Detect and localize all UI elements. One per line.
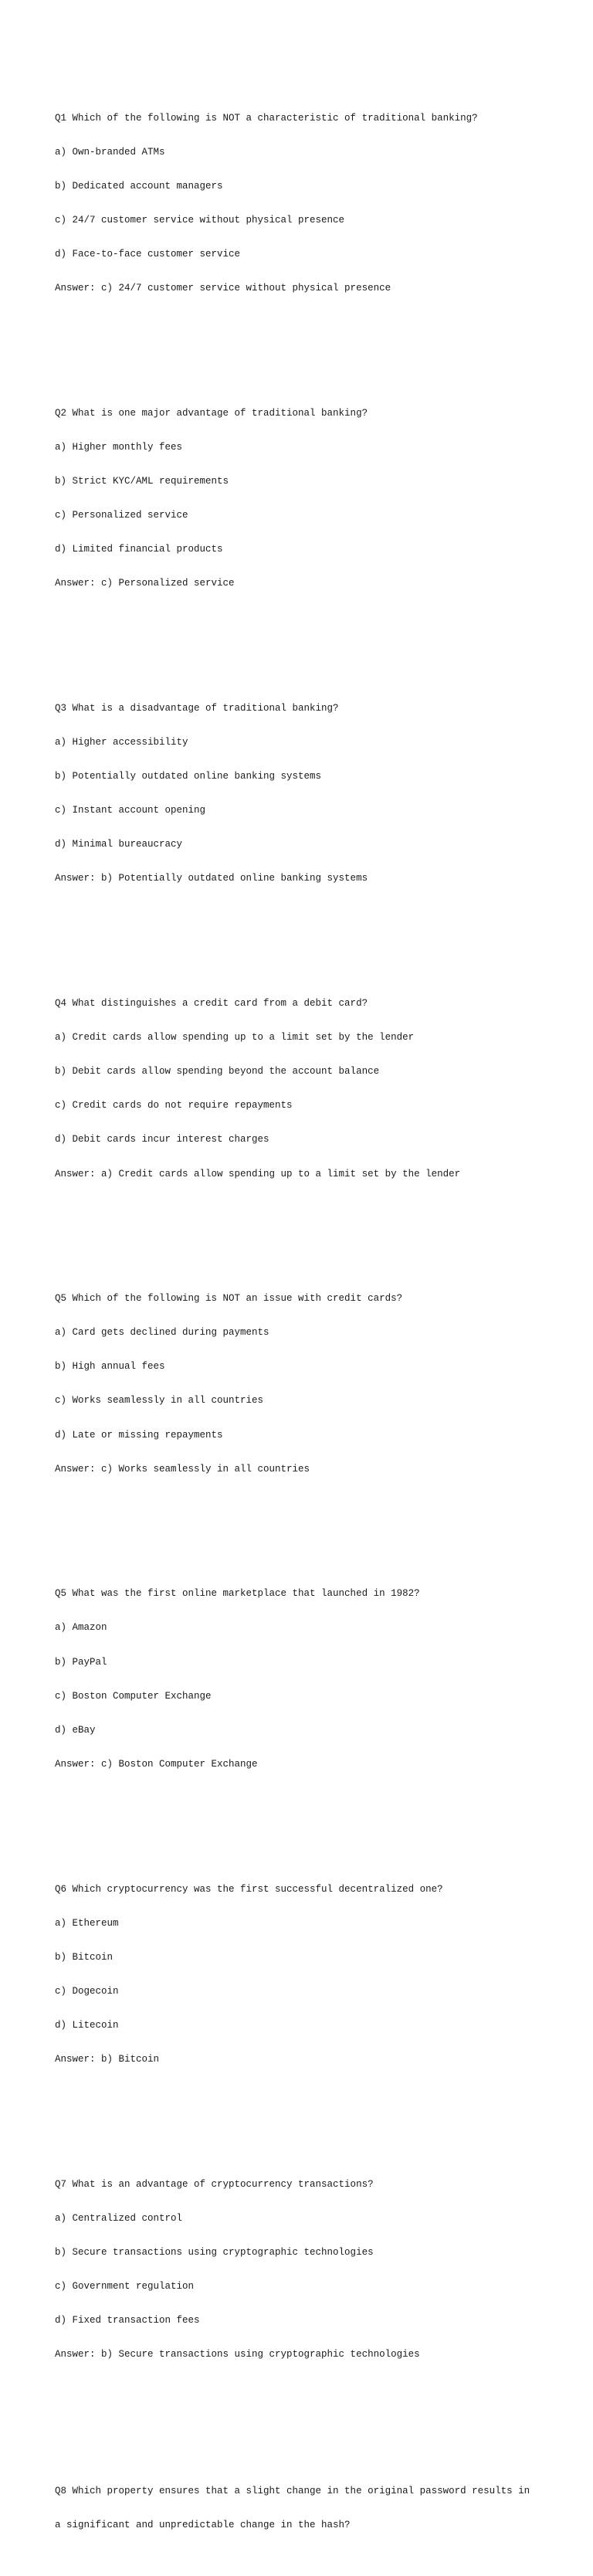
option-a: a) Centralized control [55, 2212, 183, 2224]
answer-text: Answer: c) 24/7 customer service without physical presence [55, 282, 391, 294]
question-text: Q7 What is an advantage of cryptocurrency transactions? [55, 2178, 374, 2190]
question-block-1 [55, 90, 588, 317]
spacer [55, 2111, 588, 2123]
spacer [55, 1225, 588, 1237]
question-block-3 [55, 680, 588, 907]
option-a: a) Higher accessibility [55, 736, 188, 748]
question-block-q8 [55, 2462, 588, 2554]
answer-text: Answer: b) Secure transactions using cryptographic technologies [55, 2349, 420, 2360]
option-d: d) Face-to-face customer service [55, 248, 241, 260]
question-text: Q4 What distinguishes a credit card from a debit card? [55, 998, 368, 1010]
option-d: d) Debit cards incur interest charges [55, 1134, 269, 1145]
option-c: c) Dogecoin [55, 1985, 119, 1997]
spacer [55, 1815, 588, 1827]
option-a: a) Card gets declined during payments [55, 1327, 269, 1339]
option-c: c) Personalized service [55, 509, 188, 521]
answer-text: Answer: a) Credit cards allow spending up to a limit set by the lender [55, 1168, 461, 1179]
option-c: c) Government regulation [55, 2281, 195, 2292]
option-d: d) Limited financial products [55, 544, 223, 555]
question-block-2 [55, 385, 588, 612]
option-a: a) Own-branded ATMs [55, 146, 165, 158]
answer-text: Answer: b) Bitcoin [55, 2054, 160, 2065]
question-block-8 [55, 2156, 588, 2383]
spacer [55, 635, 588, 647]
question-block-7 [55, 1861, 588, 2088]
question-text: Q5 What was the first online marketplace that launched in 1982? [55, 1588, 420, 1600]
question-text: Q2 What is one major advantage of traditional banking? [55, 407, 368, 419]
question-block-4 [55, 976, 588, 1203]
option-b: b) Dedicated account managers [55, 180, 223, 192]
option-b: b) High annual fees [55, 1361, 165, 1373]
option-a: a) Credit cards allow spending up to a limit set by the lender [55, 1032, 415, 1044]
option-d: d) Fixed transaction fees [55, 2315, 200, 2327]
option-d: d) Late or missing repayments [55, 1429, 223, 1441]
option-a: a) Ethereum [55, 1917, 119, 1929]
option-b: b) PayPal [55, 1656, 107, 1668]
question-text: Q6 Which cryptocurrency was the first successful decentralized one? [55, 1883, 443, 1895]
question-text: Q1 Which of the following is NOT a characteristic of traditional banking? [55, 112, 478, 124]
option-c: c) Instant account opening [55, 805, 206, 816]
answer-text: Answer: b) Potentially outdated online banking systems [55, 873, 368, 884]
option-b: b) Potentially outdated online banking systems [55, 771, 322, 782]
answer-text: Answer: c) Personalized service [55, 578, 235, 589]
question-block-5 [55, 1271, 588, 1498]
spacer [55, 339, 588, 351]
question-block-6 [55, 1566, 588, 1793]
question-text-line-1: Q8 Which property ensures that a slight change in the original password results in [55, 2485, 530, 2496]
option-c: c) 24/7 customer service without physical presence [55, 214, 345, 226]
answer-text: Answer: c) Works seamlessly in all countries [55, 1463, 310, 1475]
option-a: a) Higher monthly fees [55, 441, 183, 453]
option-c: c) Boston Computer Exchange [55, 1690, 212, 1702]
option-a: a) Amazon [55, 1622, 107, 1634]
option-b: b) Bitcoin [55, 1951, 114, 1963]
answer-text: Answer: c) Boston Computer Exchange [55, 1758, 258, 1770]
option-c: c) Credit cards do not require repayments [55, 1100, 293, 1112]
option-d: d) Litecoin [55, 2019, 119, 2031]
spacer [55, 1520, 588, 1532]
option-b: b) Strict KYC/AML requirements [55, 475, 229, 487]
option-b: b) Debit cards allow spending beyond the account balance [55, 1066, 380, 1078]
option-d: d) eBay [55, 1724, 96, 1736]
spacer [55, 930, 588, 942]
spacer [55, 2406, 588, 2428]
question-text: Q3 What is a disadvantage of traditional banking? [55, 702, 339, 714]
option-b: b) Secure transactions using cryptographic technologies [55, 2246, 374, 2258]
option-d: d) Minimal bureaucracy [55, 839, 183, 850]
question-text: Q5 Which of the following is NOT an issue with credit cards? [55, 1293, 403, 1305]
question-text-line-2: a significant and unpredictable change in the hash? [55, 2519, 351, 2530]
quiz-document [55, 56, 588, 2576]
option-c: c) Works seamlessly in all countries [55, 1395, 264, 1407]
